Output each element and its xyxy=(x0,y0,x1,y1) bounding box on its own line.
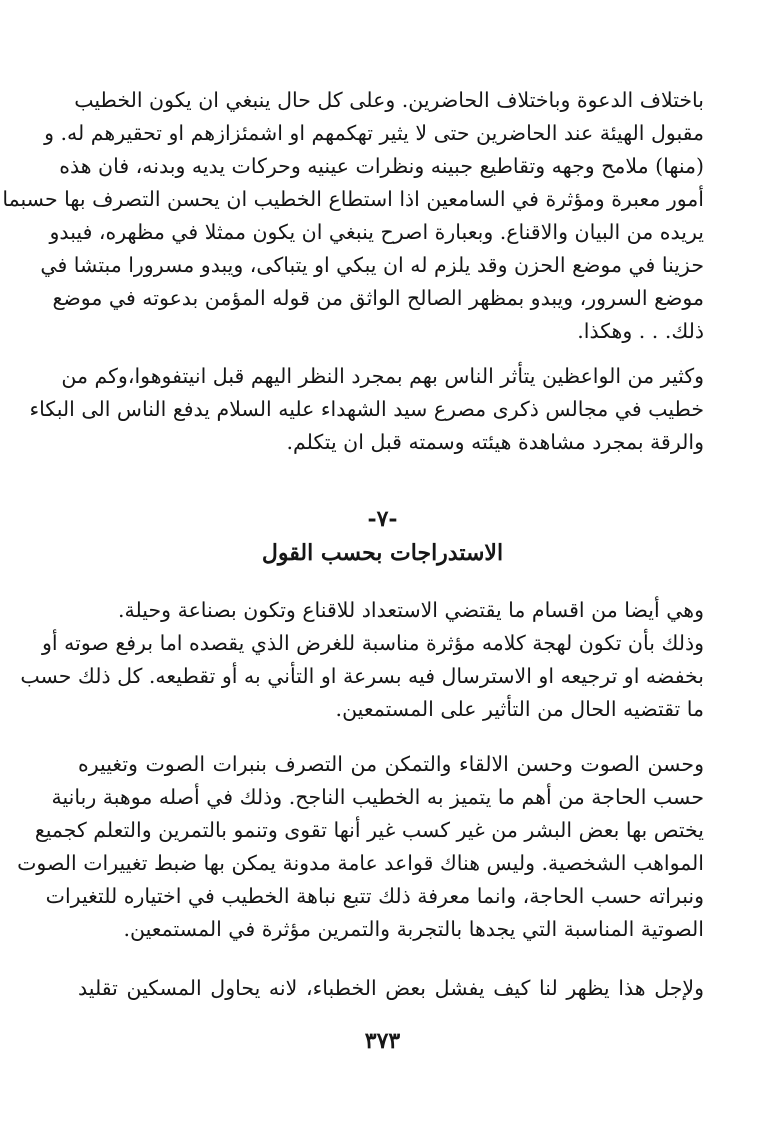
text-line: ذلك. . . وهكذا. xyxy=(577,319,704,343)
text-line: (منها) ملامح وجهه وتقاطيع جبينه ونظرات عينيه وحركات يديه وبدنه، فان هذه xyxy=(59,154,704,178)
paragraph-voice xyxy=(17,750,704,948)
text-line: مقبول الهيئة عند الحاضرين حتى لا يثير تهكمهم او اشمئزازهم او تحقيرهم له. و xyxy=(44,121,704,145)
paragraph-speech-tone xyxy=(20,596,704,728)
section-number: -٧- xyxy=(367,506,398,532)
section-title: الاستدراجات بحسب القول xyxy=(261,540,504,566)
text-line: والرقة بمجرد مشاهدة هيئته وسمته قبل ان يتكلم. xyxy=(286,430,704,454)
paragraph-failure xyxy=(78,974,704,1007)
text-line: وذلك بأن تكون لهجة كلامه مؤثرة مناسبة للغرض الذي يقصده اما برفع صوته أو xyxy=(42,631,704,655)
text-line: حسب الحاجة من أهم ما يتميز به الخطيب الناجح. وذلك في أصله موهبة ربانية xyxy=(51,785,704,809)
text-line: خطيب في مجالس ذكرى مصرع سيد الشهداء عليه السلام يدفع الناس الى البكاء xyxy=(29,397,704,421)
paragraph-preachers xyxy=(29,362,704,461)
text-line: ونبراته حسب الحاجة، وانما معرفة ذلك تتبع نباهة الخطيب في اختياره للتغيرات xyxy=(45,884,704,908)
text-line: أمور معبرة ومؤثرة في السامعين اذا استطاع الخطيب ان يحسن التصرف بها حسبما xyxy=(2,187,704,211)
text-line: حزينا في موضع الحزن وقد يلزم له ان يبكي او يتباكى، ويبدو مسرورا مبتشا في xyxy=(40,253,704,277)
text-line: بخفضه او ترجيعه او الاسترسال فيه بسرعة او التأني به أو تقطيعه. كل ذلك حسب xyxy=(20,664,704,688)
text-line: وحسن الصوت وحسن الالقاء والتمكن من التصرف بنبرات الصوت وتغييره xyxy=(78,752,704,776)
text-line: وكثير من الواعظين يتأثر الناس بهم بمجرد النظر اليهم قبل انيتفوهوا،وكم من xyxy=(61,364,704,388)
paragraph-appearance xyxy=(2,86,704,350)
text-line: وهي أيضا من اقسام ما يقتضي الاستعداد للاقناع وتكون بصناعة وحيلة. xyxy=(118,598,704,622)
text-line: الصوتية المناسبة التي يجدها بالتجربة والتمرين مؤثرة في المستمعين. xyxy=(123,917,704,941)
page-number: ٣٧٣ xyxy=(364,1028,401,1054)
text-line: ولإجل هذا يظهر لنا كيف يفشل بعض الخطباء، لانه يحاول المسكين تقليد xyxy=(78,976,704,1000)
text-line: ما تقتضيه الحال من التأثير على المستمعين. xyxy=(335,697,704,721)
text-line: يريده من البيان والاقناع. وبعبارة اصرح ينبغي ان يكون ممثلا في مظهره، فيبدو xyxy=(49,220,704,244)
text-line: موضع السرور، ويبدو بمظهر الصالح الواثق من قوله المؤمن بدعوته في موضع xyxy=(52,286,704,310)
text-line: المواهب الشخصية. وليس هناك قواعد عامة مدونة يمكن بها ضبط تغييرات الصوت xyxy=(17,851,704,875)
text-line: يختص بها بعض البشر من غير كسب غير أنها تقوى وتنمو بالتمرين والتعلم كجميع xyxy=(34,818,704,842)
text-line: باختلاف الدعوة وباختلاف الحاضرين. وعلى كل حال ينبغي ان يكون الخطيب xyxy=(74,88,704,112)
